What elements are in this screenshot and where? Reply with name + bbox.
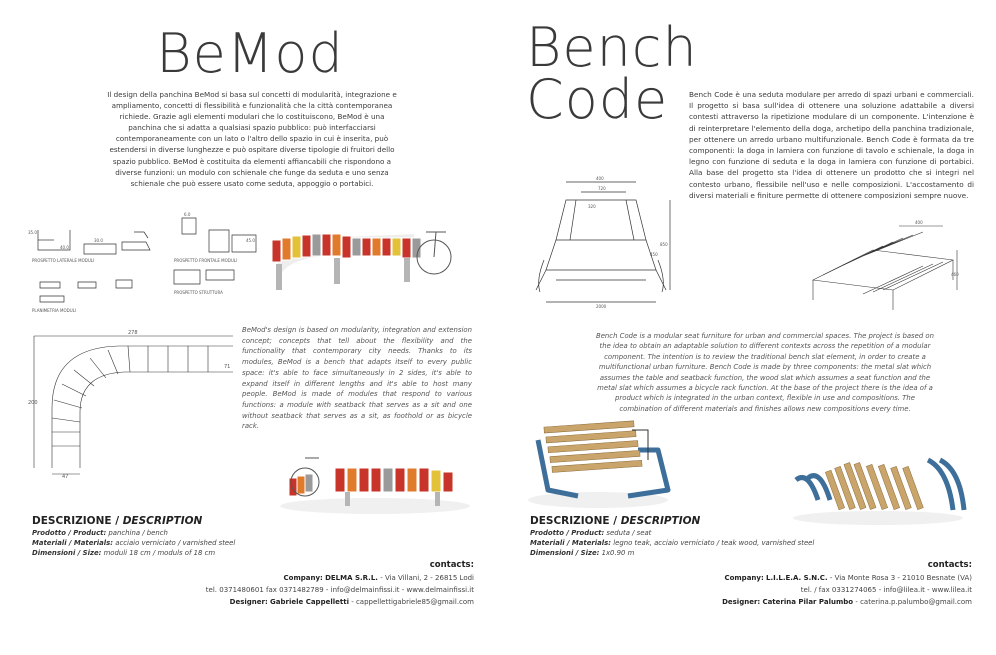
dim-460: 460 [951,272,959,277]
designer-name: Gabriele Cappelletti [270,598,349,606]
phone-row: tel. 0371480601 fax 0371482789 - info@delmainfissi.it - www.delmainfissi.it [205,586,474,594]
dim-label-35: 35.0 [28,230,37,235]
contacts-heading: contacts: [429,560,474,570]
dim-850: 850 [660,242,668,247]
bemod-dimensions-row [32,548,472,558]
designer-label: Designer: [722,598,761,606]
bench-code-description [530,515,970,559]
bemod-bench-render-colorful [264,212,464,302]
materials-label: Materiali / Materials: [32,539,114,548]
bemod-bench-render-curved [275,448,475,518]
title-line-1: Bench [526,16,698,79]
dim-label-65: 6.0 [184,212,191,217]
bench-code-title [526,16,698,131]
company-label: Company: [724,574,764,582]
materials-value: acciaio verniciato / varnished steel [115,539,236,548]
label-front-view: PROSPETTO FRONTALE MODULI [174,258,238,263]
bench-code-contacts [612,560,972,608]
dim-label-450: 45.0 [246,238,255,243]
bench-code-render-left [518,400,678,510]
label-plan-modules: PLANIMETRIA MODULI [32,308,77,313]
product-label: Prodotto / Product: [32,529,107,537]
desc-heading-en: DESCRIPTION [122,515,203,527]
company-name: DELMA S.R.L. [325,574,378,582]
label-front-modules: PROSPETTO LATERALE MODULI [32,258,95,263]
designer-email: - cappellettigabriele85@gmail.com [351,598,474,606]
dimensions-label: Dimensioni / Size: [32,549,102,558]
dim-label-400: 40.0 [60,245,69,250]
bemod-description [32,515,472,559]
desc-heading-it: DESCRIZIONE / [32,515,120,527]
company-name: L.I.L.E.A. S.N.C. [766,574,828,582]
company-address: - Via Monte Rosa 3 - 21010 Besnate (VA) [829,574,972,582]
desc-heading-it: DESCRIZIONE / [530,515,618,527]
dim-450: 450 [650,252,658,257]
dim-label-200: 200 [28,400,38,406]
product-label: Prodotto / Product: [530,529,605,537]
company-row [114,572,474,584]
company-row [612,572,972,584]
bemod-plan-drawing [28,328,231,480]
title-line-2: Code [526,68,669,131]
designer-label: Designer: [229,598,268,606]
dim-320: 320 [588,204,596,209]
dim-720: 720 [598,186,606,191]
bemod-desc-heading [32,515,472,527]
bench-code-english-text: Bench Code is a modular seat furniture for urban and commercial spaces. The project is based on the idea to obtain an adaptable solution to different contexts across the repetition of a modular component. The intention is to review the traditional bench slat element, in order to create a multifunctional urban furniture. Bench Code is made by three components: the metal slat which assumes the table and seatback function, the wood slat which assumes a seat function and the metal slat which assumes a bicycle rack function. At the base of the project there is the idea of a product which is integrated in the urban context, flexible in use and compositions. The combination of different materials and finishes allows new compositions every time. [595,332,935,413]
designer-row [612,596,972,608]
bemod-title: BeMod [156,22,344,85]
product-value: panchina / bench [108,529,168,537]
designer-email: - caterina.p.palumbo@gmail.com [855,598,972,606]
bench-materials-row [530,538,970,548]
bench-code-italian-text: Bench Code è una seduta modulare per arredo di spazi urbani e commerciali. Il progetto si basa sull'idea di ottenere una soluzione adattabile a diversi contesti attraverso la ripetizione modulare di un componente. L'intenzione è di reinterpretare l'elemento della doga, archetipo della panchina tradizionale, per ottenere un arredo urbano multifunzionale. Bench Code è formata da tre componenti: la doga in lamiera con funzione di tavolo e schienale, la doga in legno con funzione di seduta e la doga in lamiera con funzione di portabici. Alla base del progetto sta l'idea di ottenere un prodotto che si integri nel contesto urbano, flessibile nell'uso e nelle composizioni. L'accostamento di diversi materiali e finiture permette di ottenere composizioni sempre nuove. [689,90,974,200]
dim-label-300: 30.0 [94,238,103,243]
dim-400: 400 [596,176,604,181]
label-structure: PROSPETTO STRUTTURA [174,290,223,295]
bench-product-row [530,528,970,538]
right-page [498,0,996,655]
bemod-materials-row [32,538,472,548]
dim-label-47: 47 [62,474,69,480]
company-label: Company: [283,574,323,582]
materials-label: Materiali / Materials: [530,539,612,548]
bench-code-perspective-drawing [803,220,963,320]
designer-name: Caterina Pilar Palumbo [762,598,854,606]
bemod-product-row [32,528,472,538]
dimensions-value: 1x0.90 m [601,549,635,558]
dim-label-278: 278 [128,330,138,336]
dim-2000: 2000 [596,304,607,309]
bemod-english-text: BeMod's design is based on modularity, integration and extension concept; concepts that tell about the flexibility and the functionality that contemporary city needs. Thanks to its modules, BeMod is a bench that adapts itself to every public space: it's able to face simultaneously in 2 sides, it's able to expand itself in different lengths and it's able to host many people. BeMod is made of modules that respond to various functions: a module with seatback that serves as a sit and one without seatback that serves as a sit, as foothold or as bicycle rack. [242,326,472,431]
bench-dimensions-row [530,548,970,558]
dim-400b: 400 [915,220,923,225]
product-value: seduta / seat [606,529,652,537]
bemod-elevation-drawings [24,210,264,320]
materials-value: legno teak, acciaio verniciato / teak wood, varnished steel [613,539,815,548]
phone-row: tel. / fax 0331274065 - info@lilea.it - www.lilea.it [800,586,972,594]
designer-row [114,596,474,608]
bench-code-side-drawing [526,170,676,310]
bench-desc-heading [530,515,970,527]
bemod-contacts [114,560,474,608]
desc-heading-en: DESCRIPTION [620,515,701,527]
dimensions-label: Dimensioni / Size: [530,549,600,558]
company-address: - Via Villani, 2 - 26815 Lodi [380,574,474,582]
contacts-heading: contacts: [927,560,972,570]
dimensions-value: moduli 18 cm / moduls of 18 cm [103,549,216,558]
dim-label-71: 71 [224,364,231,370]
bemod-italian-text: Il design della panchina BeMod si basa sul concetti di modularità, integrazione e ampliamento, concetti di flessibilità e funzionalità che la città contemporanea richiede. Grazie agli elementi modulari che lo costituiscono, BeMod è una panchina che si adatta a qualsiasi spazio pubblico: può interfacciarsi contemporaneamente con un lato o l'altro dello spazio in cui è inserita, può estendersi in diverse lunghezze e può ospitare diverse tipologie di fruitori dello spazio pubblico. BeMod è costituita da elementi affiancabili che rispondono a diverse funzioni: un modulo con schienale che funge da seduta e uno senza schienale che può essere usato come seduta, appoggio o portabici. [107,90,397,188]
